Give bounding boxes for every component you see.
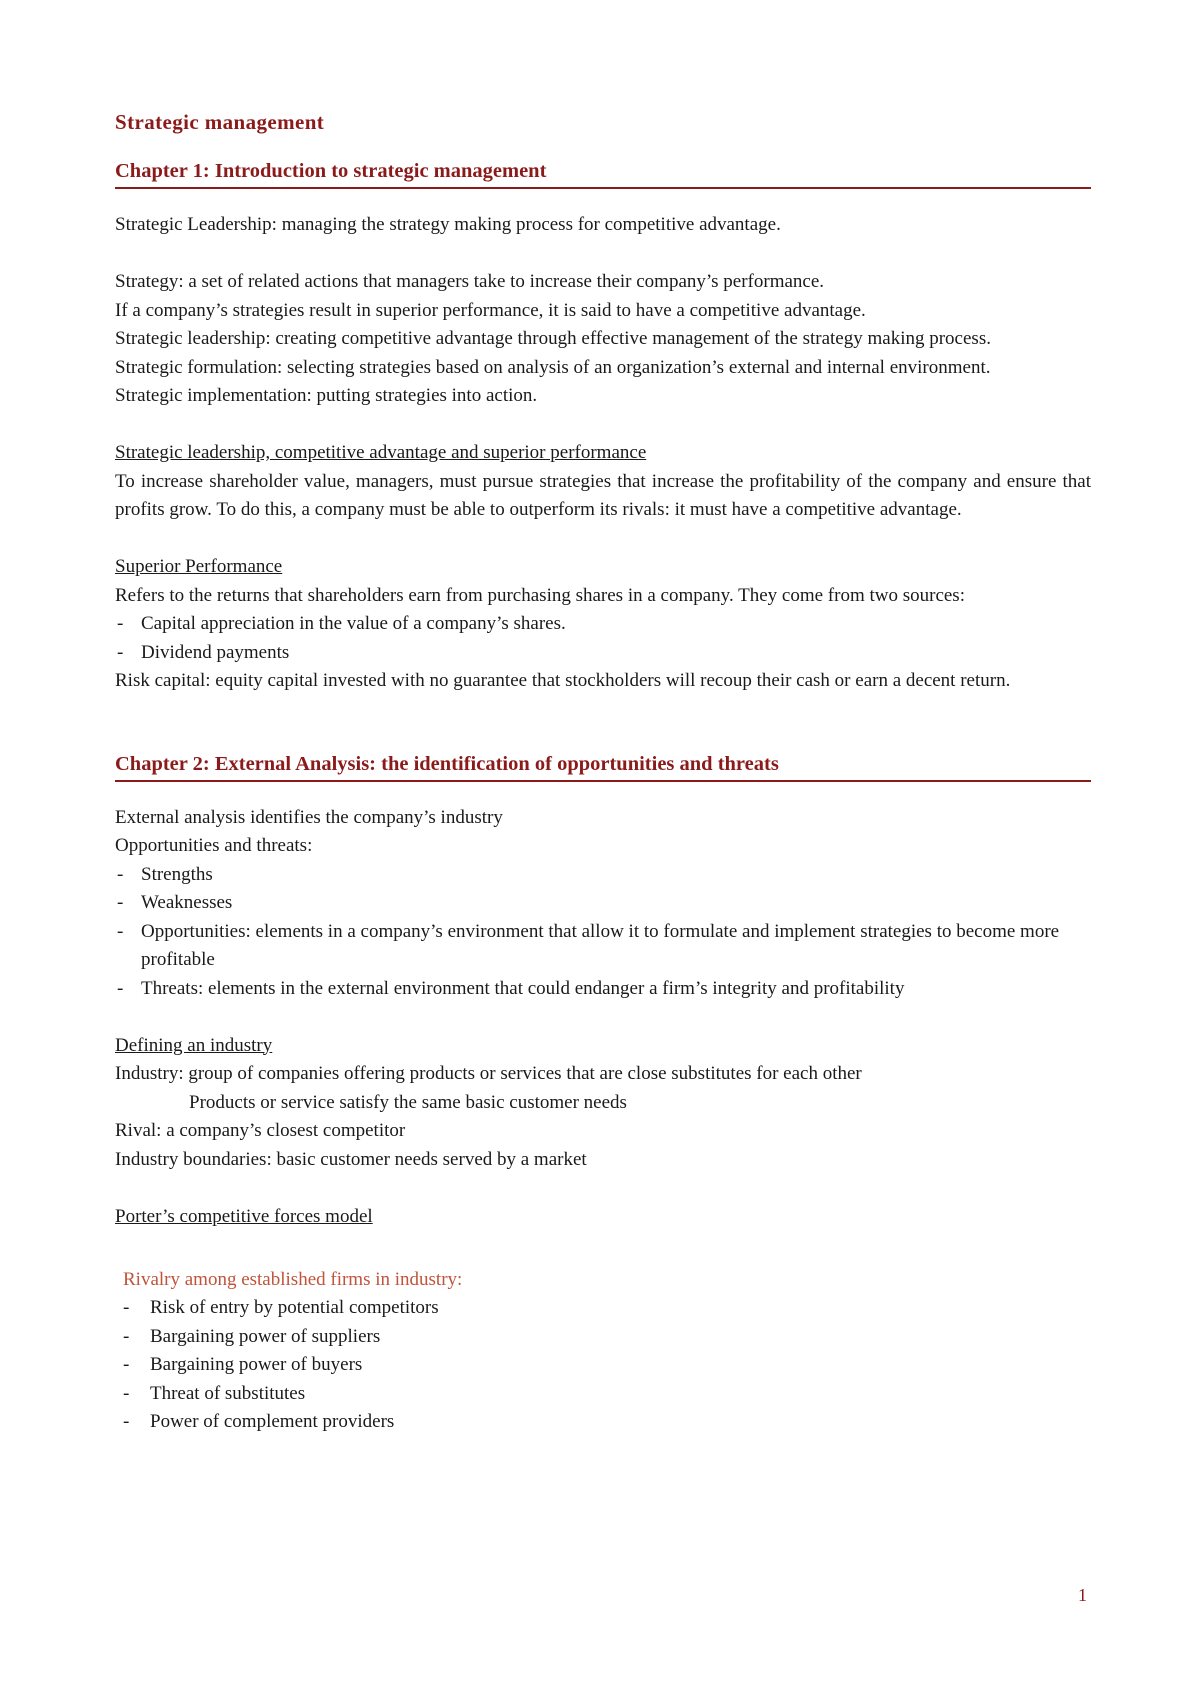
definition-strategy: Strategy: a set of related actions that managers take to increase their company’s performance. xyxy=(115,271,825,292)
chapter-2-line-2: Opportunities and threats: xyxy=(115,835,313,856)
swot-list xyxy=(115,861,1091,1004)
definition-competitive-advantage: If a company’s strategies result in superior performance, it is said to have a competitive advantage. xyxy=(115,299,866,321)
list-item: - Dividend payments xyxy=(115,639,1091,668)
chapter-1-intro: Strategic Leadership: managing the strategy making process for competitive advantage. xyxy=(115,214,781,235)
porter-forces-list xyxy=(115,1294,1091,1437)
section-heading-porter: Porter’s competitive forces model xyxy=(115,1205,373,1227)
list-item: - Power of complement providers xyxy=(115,1408,1091,1437)
document-title: Strategic management xyxy=(115,110,325,134)
definition-strategic-leadership: Strategic leadership: creating competitive advantage through effective management of the strategy making process. xyxy=(115,328,991,349)
section-heading-industry: Defining an industry xyxy=(115,1034,273,1056)
list-item: - Capital appreciation in the value of a company’s shares. xyxy=(115,610,1091,639)
chapter-2-line-1: External analysis identifies the company’s industry xyxy=(115,806,503,828)
page-number: 1 xyxy=(1078,1585,1087,1605)
document-page xyxy=(115,110,1091,1437)
risk-capital-definition: Risk capital: equity capital invested with no guarantee that stockholders will recoup their cash or earn a decent return. xyxy=(115,670,1011,691)
list-item: - Strengths xyxy=(115,861,1091,890)
list-item: - Risk of entry by potential competitors xyxy=(115,1294,1091,1323)
rivalry-heading: Rivalry among established firms in industry: xyxy=(123,1268,463,1290)
definition-strategic-formulation: Strategic formulation: selecting strategies based on analysis of an organization’s external and internal environment. xyxy=(115,356,991,378)
chapter-2-title: Chapter 2: External Analysis: the identification of opportunities and threats xyxy=(115,753,1091,782)
rival-definition: Rival: a company’s closest competitor xyxy=(115,1120,406,1141)
industry-definition: Industry: group of companies offering products or services that are close substitutes for each other xyxy=(115,1063,862,1084)
industry-products-note: Products or service satisfy the same basic customer needs xyxy=(189,1091,627,1113)
list-item: - Threats: elements in the external environment that could endanger a firm’s integrity and profitability xyxy=(115,975,1091,1004)
section-text-leadership: To increase shareholder value, managers, must pursue strategies that increase the profitability of the company and ensure that profits grow. To do this, a company must be able to outperform its rivals: it must have a competitive advantage. xyxy=(115,470,1091,520)
industry-boundaries-definition: Industry boundaries: basic customer needs served by a market xyxy=(115,1148,587,1170)
section-heading-leadership: Strategic leadership, competitive advantage and superior performance xyxy=(115,442,647,463)
section-text-performance: Refers to the returns that shareholders earn from purchasing shares in a company. They come from two sources: xyxy=(115,584,965,606)
list-item: - Threat of substitutes xyxy=(115,1380,1091,1409)
performance-sources-list xyxy=(115,610,1091,667)
list-item: - Bargaining power of buyers xyxy=(115,1351,1091,1380)
definition-strategic-implementation: Strategic implementation: putting strategies into action. xyxy=(115,385,538,406)
list-item: - Bargaining power of suppliers xyxy=(115,1323,1091,1352)
list-item: - Opportunities: elements in a company’s environment that allow it to formulate and implement strategies to become more profitable xyxy=(115,918,1091,975)
chapter-1-title: Chapter 1: Introduction to strategic management xyxy=(115,160,1091,189)
list-item: - Weaknesses xyxy=(115,889,1091,918)
section-heading-performance: Superior Performance xyxy=(115,556,283,577)
